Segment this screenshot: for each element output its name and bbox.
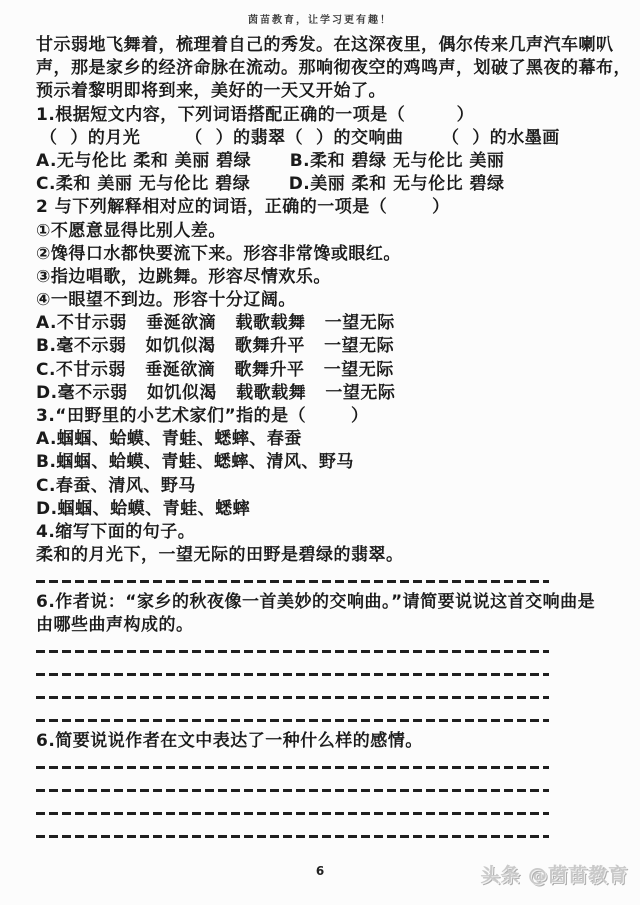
- answer-blank-line: [36, 706, 616, 729]
- q1-stem: 1.根据短文内容，下列词语搭配正确的一项是（ ）: [36, 104, 475, 125]
- passage-line-3: 预示着黎明即将到来，美好的一天又开始了。: [36, 81, 386, 102]
- passage-line-1: 甘示弱地飞舞着，梳理着自己的秀发。在这深夜里，偶尔传来几声汽车喇叭: [36, 35, 614, 55]
- answer-blank-line: [36, 776, 616, 799]
- dashed-rule: [36, 766, 549, 769]
- answer-blank-line: [36, 753, 616, 776]
- q2-option-a: A.不甘示弱 垂涎欲滴 载歌载舞 一望无际: [36, 313, 395, 334]
- dashed-rule: [36, 812, 549, 815]
- q2-option-b: B.毫不示弱 如饥似渴 歌舞升平 一望无际: [36, 336, 395, 357]
- answer-blank-line: [36, 683, 616, 706]
- q2-option-c: C.不甘示弱 垂涎欲滴 歌舞升平 一望无际: [36, 359, 394, 380]
- answer-blank-line: [36, 822, 616, 845]
- q2-option-d: D.毫不示弱 如饥似渴 载歌载舞 一望无际: [36, 382, 396, 403]
- q1-options-row-ab: A.无与伦比 柔和 美丽 碧绿 B.柔和 碧绿 无与伦比 美丽: [36, 150, 505, 171]
- q6a-stem-line-1: 6.作者说：“家乡的秋夜像一首美妙的交响曲。”请简要说说这首交响曲是: [36, 591, 596, 612]
- q2-definition-3: ③指边唱歌，边跳舞。形容尽情欢乐。: [36, 266, 331, 287]
- q2-stem: 2 与下列解释相对应的词语，正确的一项是（ ）: [36, 197, 450, 218]
- answer-blank-line: [36, 660, 616, 683]
- passage-line-2: 声，那是家乡的经济命脉在流动。那响彻夜空的鸡鸣声，划破了黑夜的幕布，: [36, 58, 631, 79]
- answer-blank-line: [36, 567, 616, 590]
- dashed-rule: [36, 650, 549, 653]
- dashed-rule: [36, 696, 549, 699]
- q6b-stem: 6.简要说说作者在文中表达了一种什么样的感情。: [36, 730, 423, 751]
- dashed-rule: [36, 835, 549, 838]
- answer-blank-line: [36, 799, 616, 822]
- q2-definition-1: ①不愿意显得比别人差。: [36, 220, 226, 241]
- q3-stem: 3.“田野里的小艺术家们”指的是（ ）: [36, 406, 369, 426]
- q6a-stem-line-2: 由哪些曲声构成的。: [36, 614, 194, 635]
- watermark: 头条 @茵苗教育: [480, 864, 628, 886]
- q3-option-a: A.蝈蝈、蛤蟆、青蛙、蟋蟀、春蚕: [36, 429, 302, 450]
- page-number: 6: [315, 864, 325, 878]
- answer-blank-line: [36, 637, 616, 660]
- q4-stem: 4.缩写下面的句子。: [36, 521, 196, 542]
- header-slogan: 茵苗教育，让学习更有趣！: [248, 15, 392, 26]
- worksheet-body: [36, 34, 631, 846]
- q2-definition-4: ④一眼望不到边。形容十分辽阔。: [36, 290, 296, 311]
- dashed-rule: [36, 673, 549, 676]
- dashed-rule: [36, 580, 549, 583]
- q4-sentence: 柔和的月光下，一望无际的田野是碧绿的翡翠。: [36, 545, 404, 566]
- dashed-rule: [36, 719, 549, 722]
- dashed-rule: [36, 789, 549, 792]
- q2-definition-2: ②馋得口水都快要流下来。形容非常馋或眼红。: [36, 243, 401, 264]
- q1-blanks-line: （ ）的月光 （ ）的翡翠（ ）的交响曲 （ ）的水墨画: [40, 127, 560, 148]
- q3-option-d: D.蝈蝈、蛤蟆、青蛙、蟋蟀: [36, 498, 251, 519]
- q1-options-row-cd: C.柔和 美丽 无与伦比 碧绿 D.美丽 柔和 无与伦比 碧绿: [36, 174, 505, 195]
- q3-option-b: B.蝈蝈、蛤蟆、青蛙、蟋蟀、清风、野马: [36, 452, 354, 473]
- q3-option-c: C.春蚕、清风、野马: [36, 475, 196, 496]
